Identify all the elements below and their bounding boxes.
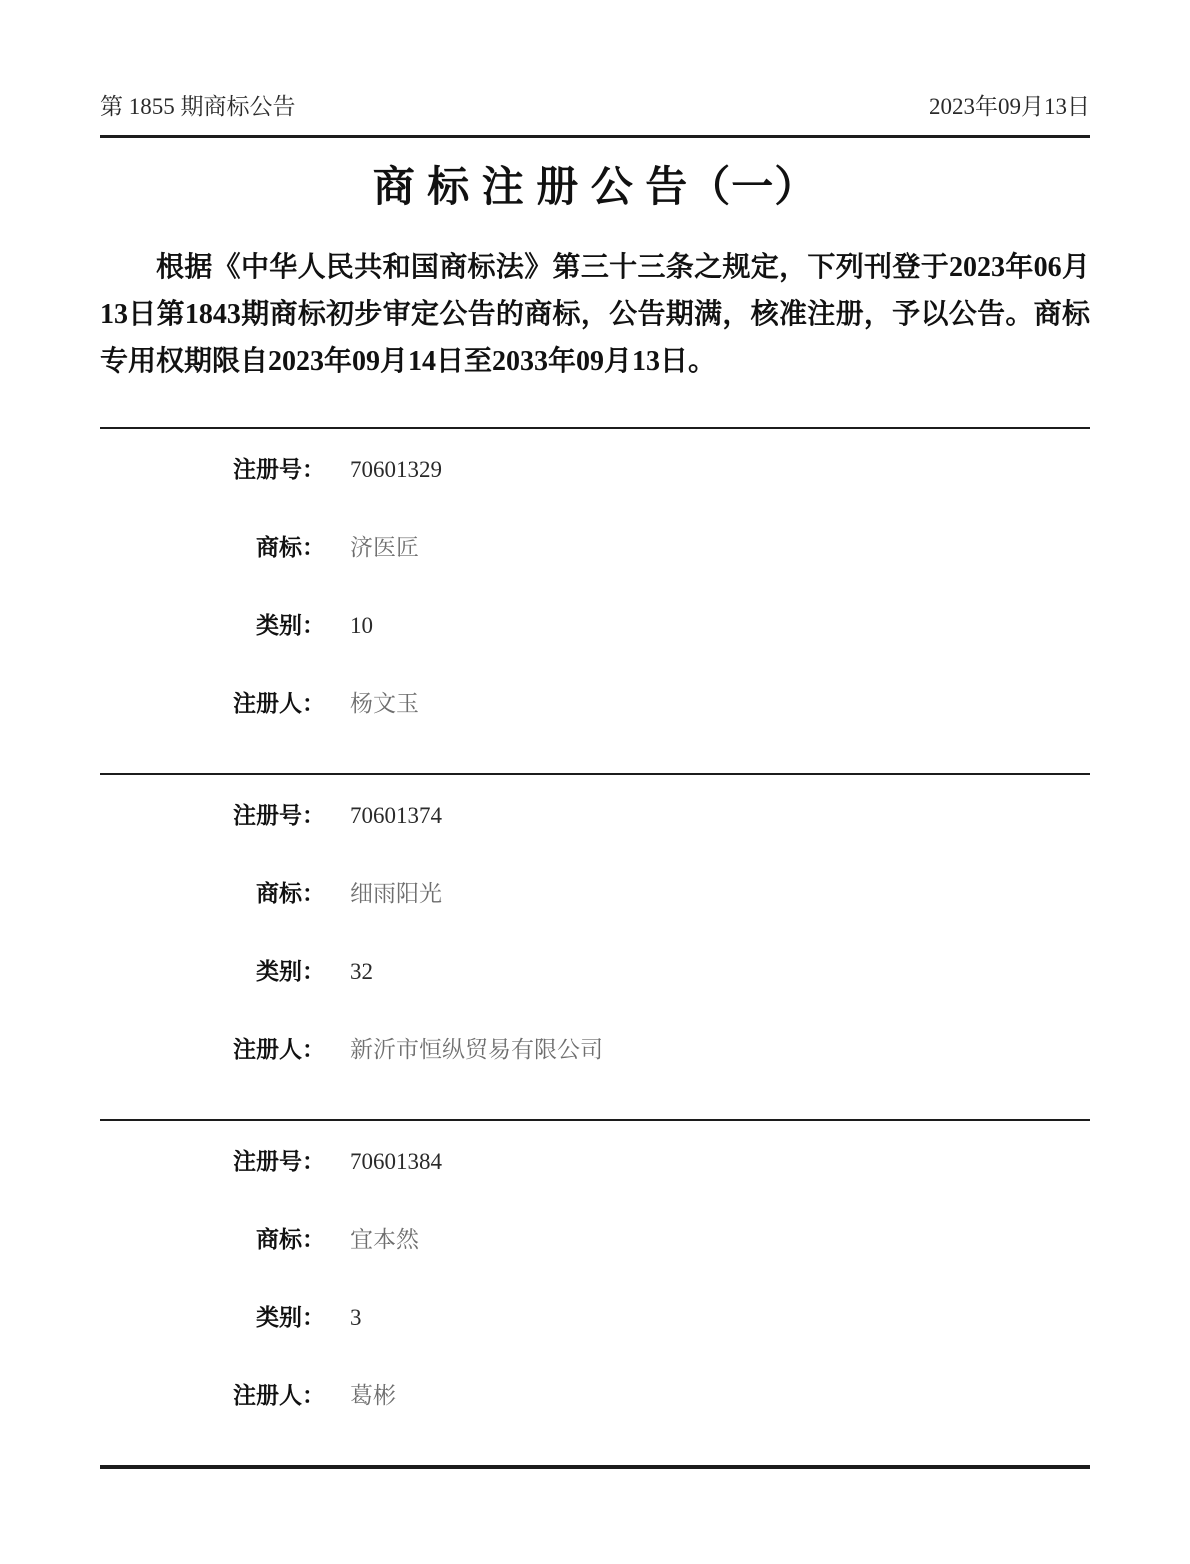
page-title: 商 标 注 册 公 告（一） (372, 165, 818, 211)
registrant-value: 葛彬 (350, 1383, 396, 1408)
mark-value: 宜本然 (350, 1227, 419, 1252)
category-value: 10 (350, 613, 373, 638)
field-row-reg-no (100, 455, 1090, 485)
field-row-registrant (100, 1381, 1090, 1411)
header-divider (100, 135, 1090, 138)
registrant-label: 注册人： (233, 691, 325, 716)
mark-label: 商标： (256, 1227, 325, 1252)
category-value: 32 (350, 959, 373, 984)
field-row-mark (100, 879, 1090, 909)
record-block-1 (100, 427, 1090, 773)
registrant-label: 注册人： (233, 1383, 325, 1408)
registrant-label: 注册人： (233, 1037, 325, 1062)
page-header (100, 88, 1090, 135)
reg-no-label: 注册号： (233, 1149, 325, 1174)
category-label: 类别： (256, 613, 325, 638)
record-block-2 (100, 773, 1090, 1119)
record-block-3 (100, 1119, 1090, 1465)
registrant-value: 杨文玉 (350, 691, 419, 716)
reg-no-label: 注册号： (233, 803, 325, 828)
category-value: 3 (350, 1305, 362, 1330)
field-row-reg-no (100, 801, 1090, 831)
field-row-registrant (100, 689, 1090, 719)
intro-paragraph: 根据《中华人民共和国商标法》第三十三条之规定，下列刊登于2023年06月13日第1843期商标初步审定公告的商标，公告期满，核准注册，予以公告。商标专用权期限自2023年09月14日至2033年09月13日。 (100, 252, 1090, 377)
field-row-registrant (100, 1035, 1090, 1065)
field-row-mark (100, 533, 1090, 563)
reg-no-label: 注册号： (233, 457, 325, 482)
category-label: 类别： (256, 1305, 325, 1330)
mark-label: 商标： (256, 881, 325, 906)
reg-no-value: 70601384 (350, 1149, 442, 1174)
mark-label: 商标： (256, 535, 325, 560)
reg-no-value: 70601329 (350, 457, 442, 482)
mark-value: 济医匠 (350, 535, 419, 560)
field-row-reg-no (100, 1147, 1090, 1177)
field-row-category (100, 1303, 1090, 1333)
records-list (100, 427, 1090, 1469)
field-row-category (100, 611, 1090, 641)
mark-value: 细雨阳光 (350, 881, 442, 906)
registrant-value: 新沂市恒纵贸易有限公司 (350, 1037, 603, 1062)
reg-no-value: 70601374 (350, 803, 442, 828)
header-date: 2023年09月13日 (929, 94, 1090, 119)
category-label: 类别： (256, 959, 325, 984)
field-row-mark (100, 1225, 1090, 1255)
field-row-category (100, 957, 1090, 987)
header-issue-title: 第 1855 期商标公告 (100, 94, 296, 119)
